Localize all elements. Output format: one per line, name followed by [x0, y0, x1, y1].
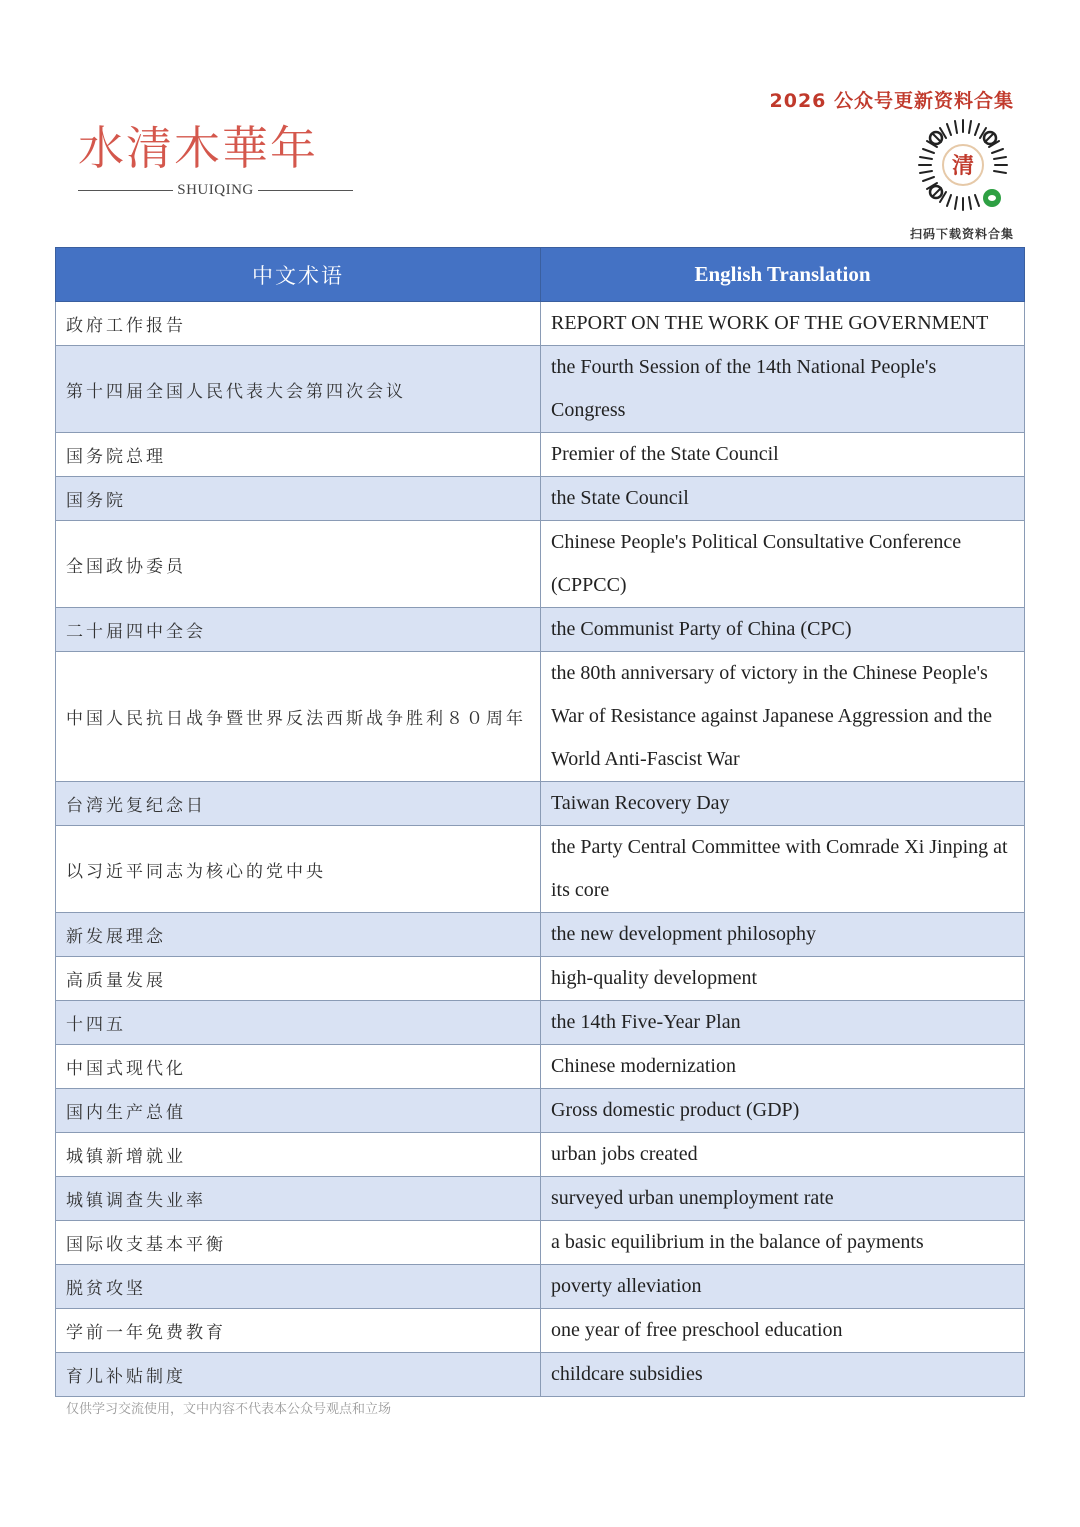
brand-logo: [78, 118, 368, 199]
glossary-body: [56, 302, 1025, 1397]
chinese-term-cell: 国务院总理: [56, 433, 541, 477]
qr-code-icon[interactable]: [914, 116, 1012, 214]
table-row: [56, 477, 1025, 521]
table-row: [56, 346, 1025, 433]
english-translation-cell: one year of free preschool education: [541, 1309, 1025, 1353]
english-translation-cell: Taiwan Recovery Day: [541, 782, 1025, 826]
logo-subtitle: [78, 182, 353, 199]
table-row: [56, 782, 1025, 826]
chinese-term-cell: 新发展理念: [56, 913, 541, 957]
qr-center-logo: 清: [951, 154, 975, 179]
header-chinese-term: 中文术语: [56, 248, 541, 302]
english-translation-cell: the 80th anniversary of victory in the Chinese People's War of Resistance against Japanese Aggression and the World Anti-Fascist War: [541, 652, 1025, 782]
chinese-term-cell: 育儿补贴制度: [56, 1353, 541, 1397]
table-row: [56, 1089, 1025, 1133]
table-row: [56, 1045, 1025, 1089]
chinese-term-cell: 城镇调查失业率: [56, 1177, 541, 1221]
table-row: [56, 1221, 1025, 1265]
promo-title: 2026 公众号更新资料合集: [769, 90, 1014, 112]
chinese-term-cell: 台湾光复纪念日: [56, 782, 541, 826]
chinese-term-cell: 政府工作报告: [56, 302, 541, 346]
logo-divider-left: [78, 190, 173, 191]
english-translation-cell: the 14th Five-Year Plan: [541, 1001, 1025, 1045]
chinese-term-cell: 国内生产总值: [56, 1089, 541, 1133]
chinese-term-cell: 中国式现代化: [56, 1045, 541, 1089]
table-row: [56, 1177, 1025, 1221]
chinese-term-cell: 全国政协委员: [56, 521, 541, 608]
table-row: [56, 1001, 1025, 1045]
english-translation-cell: the Communist Party of China (CPC): [541, 608, 1025, 652]
english-translation-cell: the State Council: [541, 477, 1025, 521]
chinese-term-cell: 脱贫攻坚: [56, 1265, 541, 1309]
table-row: [56, 957, 1025, 1001]
english-translation-cell: the Party Central Committee with Comrade Xi Jinping at its core: [541, 826, 1025, 913]
logo-english-text: SHUIQING: [177, 182, 254, 198]
logo-chinese-text: 水清木華年: [78, 121, 318, 175]
scan-caption: 扫码下载资料合集: [909, 227, 1014, 241]
table-row: [56, 1265, 1025, 1309]
english-translation-cell: Chinese modernization: [541, 1045, 1025, 1089]
table-row: [56, 1309, 1025, 1353]
english-translation-cell: Chinese People's Political Consultative Conference (CPPCC): [541, 521, 1025, 608]
table-row: [56, 826, 1025, 913]
chinese-term-cell: 第十四届全国人民代表大会第四次会议: [56, 346, 541, 433]
table-row: [56, 1133, 1025, 1177]
english-translation-cell: surveyed urban unemployment rate: [541, 1177, 1025, 1221]
english-translation-cell: Gross domestic product (GDP): [541, 1089, 1025, 1133]
chinese-term-cell: 国务院: [56, 477, 541, 521]
english-translation-cell: the Fourth Session of the 14th National People's Congress: [541, 346, 1025, 433]
chinese-term-cell: 二十届四中全会: [56, 608, 541, 652]
table-header-row: [56, 248, 1025, 302]
header-english-translation: English Translation: [541, 248, 1025, 302]
table-row: [56, 302, 1025, 346]
english-translation-cell: Premier of the State Council: [541, 433, 1025, 477]
table-row: [56, 652, 1025, 782]
chinese-term-cell: 十四五: [56, 1001, 541, 1045]
glossary-table: [55, 247, 1025, 1397]
english-translation-cell: REPORT ON THE WORK OF THE GOVERNMENT: [541, 302, 1025, 346]
english-translation-cell: urban jobs created: [541, 1133, 1025, 1177]
english-translation-cell: poverty alleviation: [541, 1265, 1025, 1309]
table-row: [56, 521, 1025, 608]
chinese-term-cell: 学前一年免费教育: [56, 1309, 541, 1353]
table-row: [56, 913, 1025, 957]
english-translation-cell: childcare subsidies: [541, 1353, 1025, 1397]
footer-disclaimer: 仅供学习交流使用，文中内容不代表本公众号观点和立场: [66, 1402, 392, 1417]
english-translation-cell: a basic equilibrium in the balance of payments: [541, 1221, 1025, 1265]
table-row: [56, 1353, 1025, 1397]
chinese-term-cell: 高质量发展: [56, 957, 541, 1001]
table-row: [56, 608, 1025, 652]
chinese-term-cell: 中国人民抗日战争暨世界反法西斯战争胜利８０周年: [56, 652, 541, 782]
chinese-term-cell: 城镇新增就业: [56, 1133, 541, 1177]
english-translation-cell: high-quality development: [541, 957, 1025, 1001]
chinese-term-cell: 以习近平同志为核心的党中央: [56, 826, 541, 913]
table-row: [56, 433, 1025, 477]
english-translation-cell: the new development philosophy: [541, 913, 1025, 957]
chinese-term-cell: 国际收支基本平衡: [56, 1221, 541, 1265]
logo-divider-right: [258, 190, 353, 191]
